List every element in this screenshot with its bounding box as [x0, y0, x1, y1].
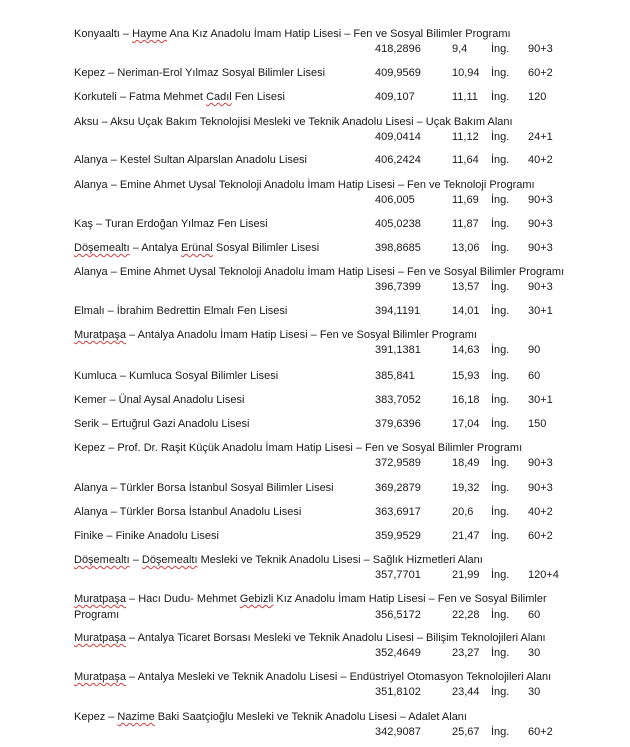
quota-value: 90+3 — [528, 43, 553, 55]
language-value: İng. — [491, 344, 510, 356]
quota-value: 60 — [528, 609, 541, 621]
quota-value: 60+2 — [528, 530, 553, 542]
score-value: 356,5172 — [375, 609, 421, 621]
quota-value: 30 — [528, 647, 541, 659]
language-value: İng. — [491, 394, 510, 406]
spellcheck-word: Hayme — [132, 28, 167, 40]
percentile-value: 15,93 — [452, 370, 480, 382]
percentile-value: 18,49 — [452, 457, 480, 469]
percentile-value: 9,4 — [452, 43, 468, 55]
score-value: 398,8685 — [375, 242, 421, 254]
spellcheck-word: Muratpaşa — [74, 329, 126, 341]
language-value: İng. — [491, 281, 510, 293]
language-value: İng. — [491, 457, 510, 469]
percentile-value: 19,32 — [452, 482, 480, 494]
language-value: İng. — [491, 194, 510, 206]
percentile-value: 17,04 — [452, 418, 480, 430]
quota-value: 30+1 — [528, 305, 553, 317]
score-value: 363,6917 — [375, 506, 421, 518]
percentile-value: 25,67 — [452, 726, 480, 738]
spellcheck-word: Cadıl — [206, 91, 232, 103]
percentile-value: 11,12 — [452, 131, 479, 143]
quota-value: 90+3 — [528, 194, 553, 206]
percentile-value: 20,6 — [452, 506, 474, 518]
quota-value: 30+1 — [528, 394, 553, 406]
entry-title: Kepez – Prof. Dr. Raşit Küçük Anadolu İmam Hatip Lisesi – Fen ve Sosyal Bilimler Programı — [74, 442, 523, 454]
entry-title: Serik – Ertuğrul Gazi Anadolu Lisesi — [74, 418, 250, 430]
entry-title: Korkuteli – Fatma Mehmet Cadıl Fen Lisesi — [74, 91, 285, 103]
percentile-value: 11,11 — [452, 91, 478, 103]
language-value: İng. — [491, 305, 510, 317]
entry-title: Muratpaşa – Antalya Mesleki ve Teknik Anadolu Lisesi – Endüstriyel Otomasyon Teknolojileri Alanı — [74, 671, 552, 683]
entry-title: Alanya – Türkler Borsa İstanbul Sosyal Bilimler Lisesi — [74, 482, 334, 494]
spellcheck-word: Döşemealtı — [74, 554, 130, 566]
spellcheck-word: Muratpaşa — [74, 632, 126, 644]
language-value: İng. — [491, 726, 510, 738]
spellcheck-word: Muratpaşa — [74, 593, 126, 605]
quota-value: 40+2 — [528, 506, 553, 518]
score-value: 406,2424 — [375, 154, 421, 166]
quota-value: 90+3 — [528, 482, 553, 494]
entry-title: Alanya – Türkler Borsa İstanbul Anadolu Lisesi — [74, 506, 302, 518]
percentile-value: 11,64 — [452, 154, 479, 166]
percentile-value: 11,87 — [452, 218, 479, 230]
percentile-value: 21,47 — [452, 530, 480, 542]
language-value: İng. — [491, 506, 510, 518]
score-value: 369,2879 — [375, 482, 421, 494]
score-value: 351,8102 — [375, 686, 421, 698]
percentile-value: 11,69 — [452, 194, 479, 206]
score-value: 405,0238 — [375, 218, 421, 230]
language-value: İng. — [491, 370, 510, 382]
language-value: İng. — [491, 686, 510, 698]
quota-value: 90 — [528, 344, 541, 356]
entry-title: Kemer – Ünal Aysal Anadolu Lisesi — [74, 394, 245, 406]
entry-title: Alanya – Emine Ahmet Uysal Teknoloji Anadolu İmam Hatip Lisesi – Fen ve Teknoloji Programı — [74, 179, 535, 191]
quota-value: 90+3 — [528, 281, 553, 293]
entry-title: Finike – Finike Anadolu Lisesi — [74, 530, 219, 542]
score-value: 409,0414 — [375, 131, 421, 143]
entry-title: Muratpaşa – Hacı Dudu- Mehmet Gebizli Kız Anadolu İmam Hatip Lisesi – Fen ve Sosyal Bilimler — [74, 593, 547, 605]
score-value: 409,107 — [375, 91, 415, 103]
language-value: İng. — [491, 67, 510, 79]
language-value: İng. — [491, 609, 510, 621]
score-value: 385,841 — [375, 370, 415, 382]
quota-value: 150 — [528, 418, 547, 430]
language-value: İng. — [491, 154, 510, 166]
spellcheck-word: Döşemealtı — [74, 242, 130, 254]
language-value: İng. — [491, 43, 510, 55]
quota-value: 90+3 — [528, 218, 553, 230]
entry-title: Alanya – Kestel Sultan Alparslan Anadolu Lisesi — [74, 154, 307, 166]
score-value: 383,7052 — [375, 394, 421, 406]
spellcheck-word: Gebizli — [239, 593, 274, 605]
language-value: İng. — [491, 91, 510, 103]
language-value: İng. — [491, 647, 510, 659]
quota-value: 60+2 — [528, 726, 553, 738]
entry-title: Döşemealtı – Antalya Erünal Sosyal Bilimler Lisesi — [74, 242, 320, 254]
spellcheck-word: Erünal — [181, 242, 213, 254]
spellcheck-word: Nazime — [117, 711, 155, 723]
entry-title: Alanya – Emine Ahmet Uysal Teknoloji Anadolu İmam Hatip Lisesi – Fen ve Sosyal Bilimler Programı — [74, 266, 565, 278]
score-value: 391,1381 — [375, 344, 421, 356]
quota-value: 90+3 — [528, 457, 553, 469]
entry-title: Kepez – Neriman-Erol Yılmaz Sosyal Bilimler Lisesi — [74, 67, 326, 79]
score-value: 394,1191 — [375, 305, 421, 317]
percentile-value: 10,94 — [452, 67, 480, 79]
percentile-value: 16,18 — [452, 394, 480, 406]
spellcheck-word: Döşemealtı — [141, 554, 198, 566]
score-value: 342,9087 — [375, 726, 421, 738]
percentile-value: 14,63 — [452, 344, 480, 356]
percentile-value: 23,44 — [452, 686, 480, 698]
language-value: İng. — [491, 131, 510, 143]
score-value: 418,2896 — [375, 43, 421, 55]
entry-title: Elmalı – İbrahim Bedrettin Elmalı Fen Lisesi — [74, 305, 288, 317]
entry-title: Kepez – Nazime Baki Saatçioğlu Mesleki ve Teknik Anadolu Lisesi – Adalet Alanı — [74, 711, 467, 723]
percentile-value: 21,99 — [452, 569, 480, 581]
score-value: 379,6396 — [375, 418, 421, 430]
percentile-value: 13,06 — [452, 242, 480, 254]
language-value: İng. — [491, 569, 510, 581]
quota-value: 30 — [528, 686, 541, 698]
entry-title: Kumluca – Kumluca Sosyal Bilimler Lisesi — [74, 370, 279, 382]
entry-title: Muratpaşa – Antalya Anadolu İmam Hatip Lisesi – Fen ve Sosyal Bilimler Programı — [74, 329, 477, 341]
entry-title: Döşemealtı – Döşemealtı Mesleki ve Teknik Anadolu Lisesi – Sağlık Hizmetleri Alanı — [74, 554, 483, 566]
entry-title: Konyaaltı – Hayme Ana Kız Anadolu İmam Hatip Lisesi – Fen ve Sosyal Bilimler Programı — [74, 28, 511, 40]
score-value: 372,9589 — [375, 457, 421, 469]
quota-value: 24+1 — [528, 131, 553, 143]
language-value: İng. — [491, 418, 510, 430]
entry-title: Muratpaşa – Antalya Ticaret Borsası Mesleki ve Teknik Anadolu Lisesi – Bilişim Teknolojileri Alanı — [74, 632, 546, 644]
quota-value: 120 — [528, 91, 547, 103]
score-value: 409,9569 — [375, 67, 421, 79]
score-value: 396,7399 — [375, 281, 421, 293]
quota-value: 60 — [528, 370, 541, 382]
spellcheck-word: Muratpaşa — [74, 671, 126, 683]
percentile-value: 13,57 — [452, 281, 480, 293]
language-value: İng. — [491, 482, 510, 494]
language-value: İng. — [491, 530, 510, 542]
percentile-value: 14,01 — [452, 305, 480, 317]
quota-value: 60+2 — [528, 67, 553, 79]
quota-value: 120+4 — [528, 569, 559, 581]
score-value: 359,9529 — [375, 530, 421, 542]
quota-value: 90+3 — [528, 242, 553, 254]
percentile-value: 22,28 — [452, 609, 480, 621]
entry-title: Kaş – Turan Erdoğan Yılmaz Fen Lisesi — [74, 218, 268, 230]
score-value: 357,7701 — [375, 569, 421, 581]
entry-title-continued: Programı — [74, 609, 120, 621]
entry-title: Aksu – Aksu Uçak Bakım Teknolojisi Mesleki ve Teknik Anadolu Lisesi – Uçak Bakım Alanı — [74, 116, 513, 128]
score-value: 406,005 — [375, 194, 415, 206]
quota-value: 40+2 — [528, 154, 553, 166]
language-value: İng. — [491, 218, 510, 230]
language-value: İng. — [491, 242, 510, 254]
percentile-value: 23,27 — [452, 647, 480, 659]
score-value: 352,4649 — [375, 647, 421, 659]
